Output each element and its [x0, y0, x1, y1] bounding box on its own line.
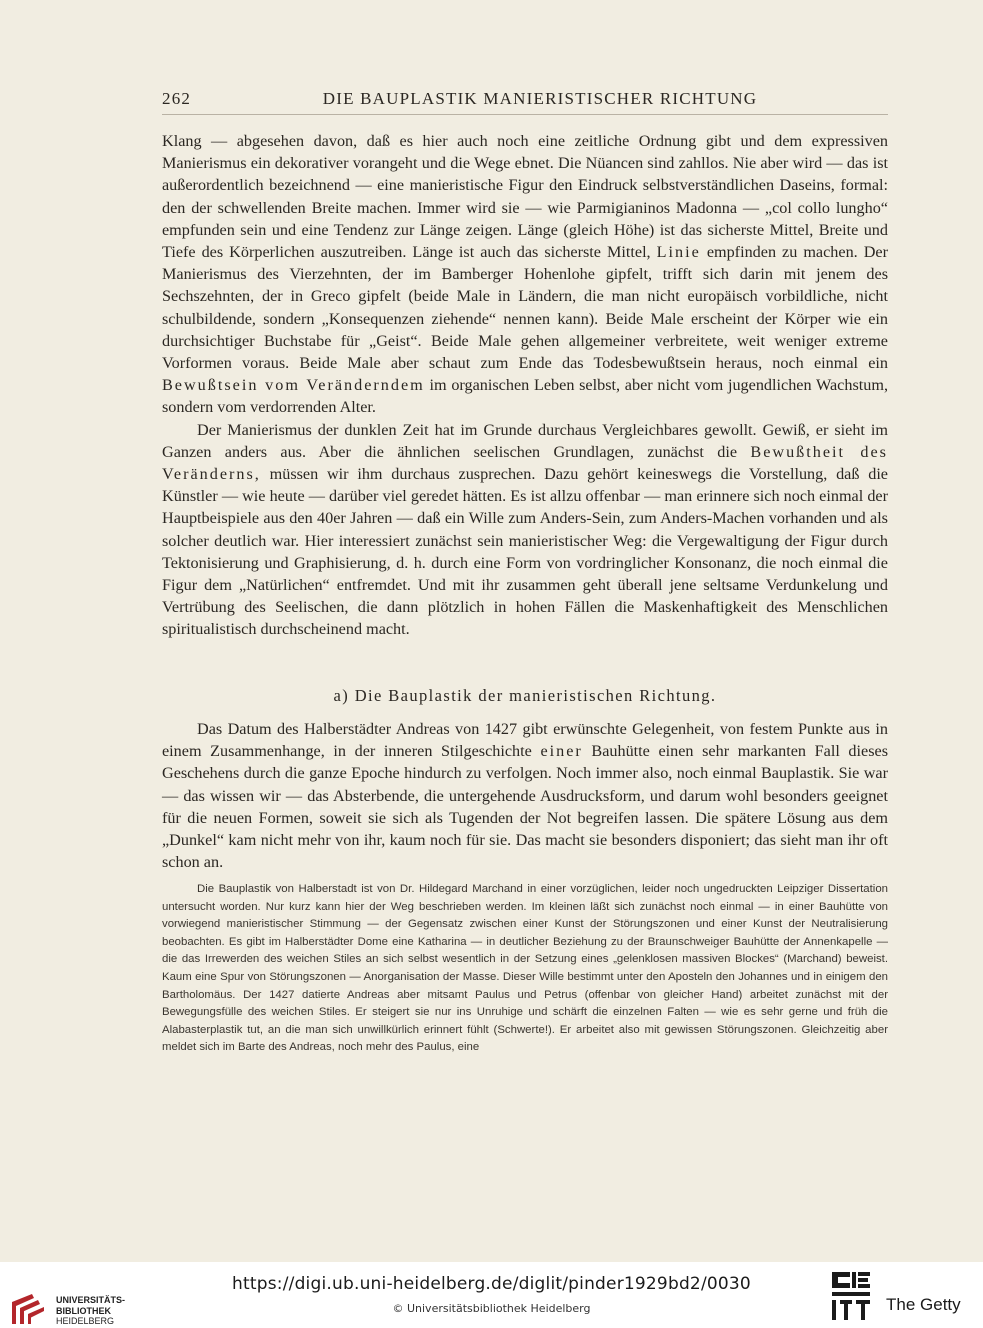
paragraph-3-part-a: Das Datum des Halberstädter Andreas von 1427 gibt erwünschte Gelegenheit, von festem Punkte aus in einem Zusammenhange, in der inneren Stilgeschichte [162, 720, 888, 761]
paragraph-1-part-e: im organischen Leben selbst, aber nicht vom jugendlichen Wachstum, sondern vom verdorrenden Alter. [162, 376, 888, 417]
institution-line-2: BIBLIOTHEK [56, 1305, 111, 1316]
body-text-upper [162, 130, 888, 641]
paragraph-2-part-c: müssen wir ihm durchaus zusprechen. Dazu gehört keineswegs die Vorstellung, daß die Künstler — wie heute — darüber viel geredet hätten. Es ist allzu offenbar — man erinnere sich noch einmal der Hauptbeispiele aus den 40er Jahren — daß ein Wille zum Anders-Sein, zum Anders-Machen vorhanden und als solcher deutlich war. Hier interessiert zunächst sein manieristischer Weg: die Vergewaltigung der Figur durch Tektonisierung und Graphisierung, d. h. durch eine Form von vordringlicher Konsonanz, die noch einmal die Figur dem „Natürlichen“ entfremdet. Und mit ihr zusammen geht überall jene seltsame Verdunkelung und Vertrübung des Seelischen, die dann plötzlich in hohen Fällen die Maskenhaftigkeit des Menschlichen spiritualistisch durchscheinend macht. [162, 465, 888, 639]
section-heading: a) Die Bauplastik der manieristischen Richtung. [333, 686, 717, 705]
emphasis-bewusstsein: Bewußtsein vom Veränderndem [162, 376, 425, 395]
viewer-footer [0, 1262, 983, 1328]
paragraph-1-part-c: empfinden zu machen. Der Manierismus des Vierzehnten, der im Bamberger Hohenlohe gipfelt, trifft sich darin mit jenem des Sechszehnten, der in Greco gipfelt (beide Male in Ländern, die man nicht europäisch vorbildliche, nicht schulbildende, sondern „Konsequenzen ziehende“ nennen kann). Beide Male erscheint der Körper wie ein durchsichtiger Buchstabe für „Geist“. Beide Male gehen allgemeiner verbreitete, weit weniger extreme Vorformen voraus. Beide Male aber schaut zum Ende das Todesbewußtsein heraus, noch einmal ein [162, 243, 888, 373]
page-header [162, 86, 888, 115]
paragraph-3 [162, 718, 888, 873]
permalink-url[interactable]: https://digi.ub.uni-heidelberg.de/diglit/pinder1929bd2/0030 [232, 1274, 751, 1294]
page-number: 262 [162, 89, 192, 108]
emphasis-bewusstheit: Bewußtheit des Veränderns, [162, 442, 888, 484]
footnote-text: Die Bauplastik von Halberstadt ist von Dr. Hildegard Marchand in einer vorzüglichen, leider noch ungedruckten Leipziger Dissertation untersucht worden. Nur kurz kann hier der Weg beschrieben werden. Im kleinen läßt sich zunächst noch einmal — in einer Bauhütte von vorwiegend manieristischer Stimmung — der Gegensatz zwischen einer Kunst der Störungszonen und einer Kunst der Neutralisierung beobachten. Es gibt im Halberstädter Dome eine Katharina — in deutlicher Beziehung zu der Braunschweiger Bauhütte der Annenkapelle — die das Irrewerden des weichen Stiles an sich selbst wesentlich in der Setzung eines „gelenklosen massiven Blockes“ (Marchand) beweist. Kaum eine Spur von Störungszonen — Anorganisation der Masse. Dieser Wille bestimmt unter den Aposteln den Johannes und in einigem den Bartholomäus. Der 1427 datierte Andreas aber mitsamt Paulus und Petrus (offenbar von gleicher Hand) arbeitet zunächst mit der Bewegungsfülle des weichen Stiles. Er steigert sie nur ins Unruhige und schärft die einzelnen Falten — wie es sehr gerne und früh die Alabasterplastik tut, an die man sich unwillkürlich erinnert fühlt (Schwerte!). Er arbeitet also mit gewissen Störungszonen. Gleichzeitig aber meldet sich im Barte des Andreas, noch mehr des Paulus, eine [162, 883, 888, 1054]
institution-line-1: UNIVERSITÄTS- [56, 1295, 126, 1305]
paragraph-2 [162, 419, 888, 641]
paragraph-1 [162, 130, 888, 419]
institution-line-3: HEIDELBERG [56, 1316, 115, 1326]
paragraph-1-part-a: Klang — abgesehen davon, daß es hier auch noch eine zeitliche Ordnung gibt und dem expressiven Manierismus ein dekorativer vorangeht und die Wege ebnet. Die Nüancen sind zahllos. Nie aber wird — das ist außerordentlich bezeichnend — eine manieristische Figur den Eindruck selbstverständlichen Daseins, formal: den der schwellenden Breite machen. Immer wird sie — wie Parmigianinos Madonna — „col collo lungho“ empfunden sein und eine Tendenz zur Länge zeigen. Länge (gleich Höhe) ist das sicherste Mittel, Breite und Tiefe des Körperlichen auszutreiben. Länge ist auch das sicherste Mittel, [162, 132, 888, 262]
footnote [162, 881, 888, 1057]
body-text-lower [162, 718, 888, 873]
getty-logo-icon [830, 1270, 872, 1322]
emphasis-linie: Linie [656, 243, 701, 262]
running-title: DIE BAUPLASTIK MANIERISTISCHER RICHTUNG [322, 89, 758, 108]
emphasis-einer: einer [540, 742, 583, 761]
paragraph-3-part-c: Bauhütte einen sehr markanten Fall dieses Geschehens durch die ganze Epoche hindurch zu verfolgen. Noch immer also, noch einmal Bauplastik. Sie war — das wissen wir — das Absterbende, die untergehende Ausdrucksform, und darum wohl besonders geeignet für die neuen Formen, soweit sie sich als Tugenden der Not begreifen lassen. Die spätere Lösung aus dem „Dunkel“ kam nicht mehr von ihr, kaum noch für sie. Das macht sie besonders disponiert; das sieht man ihr oft schon an. [162, 742, 888, 872]
getty-label: The Getty [886, 1295, 961, 1314]
paragraph-2-part-a: Der Manierismus der dunklen Zeit hat im Grunde durchaus Vergleichbares gewollt. Gewiß, er sieht im Ganzen anders aus. Aber die ähnlichen seelischen Grundlagen, zunächst die [162, 420, 888, 461]
copyright-notice: © Universitätsbibliothek Heidelberg [392, 1302, 591, 1315]
